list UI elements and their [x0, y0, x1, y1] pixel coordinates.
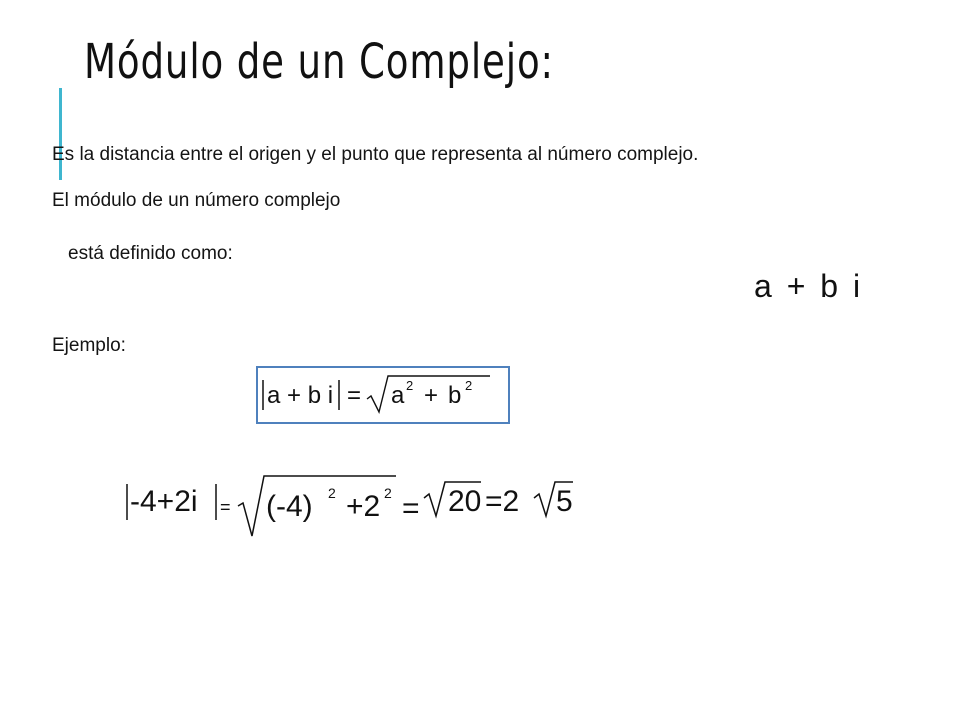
- example-exponent-2: 2: [384, 485, 392, 501]
- example-calculation: [118, 470, 598, 540]
- defined-as-text: está definido como:: [68, 243, 233, 264]
- formula-lhs: a + b i: [267, 382, 334, 409]
- modulus-formula: [258, 368, 508, 422]
- example-formula: [118, 470, 598, 540]
- example-lhs: -4+2i: [130, 485, 198, 518]
- definition-text: Es la distancia entre el origen y el punto que representa al número complejo.: [52, 144, 699, 165]
- accent-bar: [59, 88, 62, 180]
- example-base: (-4): [266, 490, 313, 523]
- complex-form-expression: a + b i: [754, 268, 864, 304]
- exponent-b: 2: [465, 378, 473, 393]
- example-radicand-5: 5: [556, 485, 573, 518]
- radicand-a: a: [391, 382, 405, 409]
- modulus-intro-text: El módulo de un número complejo: [52, 190, 341, 211]
- radicand-b: b: [448, 382, 462, 409]
- example-plus-two: +2: [346, 490, 381, 523]
- modulus-formula-box: [256, 366, 510, 424]
- example-label: Ejemplo:: [52, 335, 126, 356]
- example-equals-1: =: [220, 497, 231, 517]
- exponent-a: 2: [406, 378, 414, 393]
- example-radicand-20: 20: [448, 485, 482, 518]
- radicand-plus: +: [424, 382, 439, 409]
- slide-title: Módulo de un Complejo:: [84, 34, 554, 90]
- example-equals-two: =2: [485, 485, 520, 518]
- example-exponent-1: 2: [328, 485, 336, 501]
- formula-equals: =: [347, 382, 362, 409]
- example-equals-2: =: [402, 492, 420, 525]
